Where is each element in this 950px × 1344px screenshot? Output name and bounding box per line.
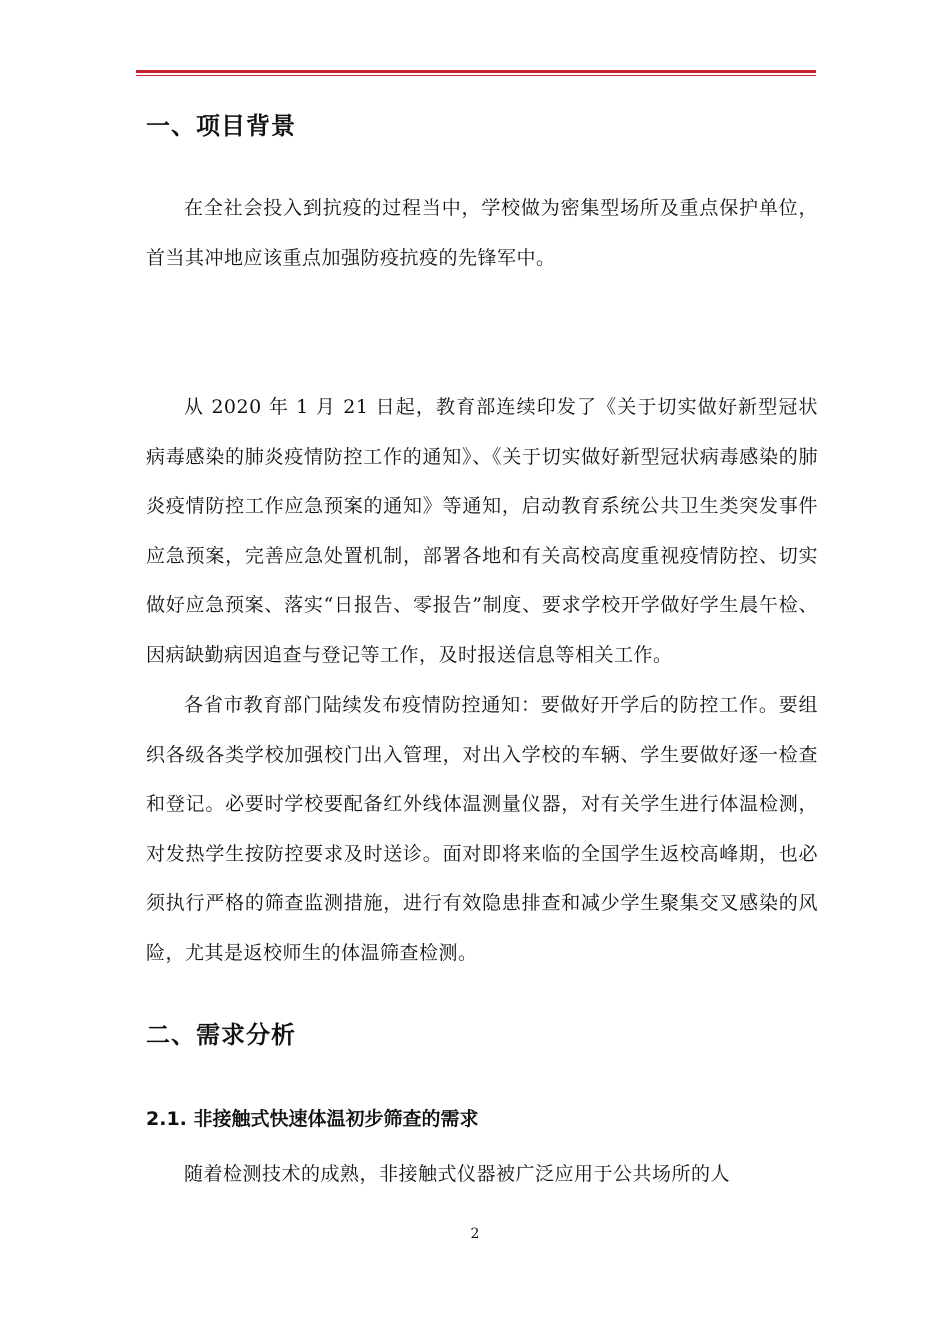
- paragraph-background-3: 各省市教育部门陆续发布疫情防控通知：要做好开学后的防控工作。要组织各级各类学校加强校门出入管理，对出入学校的车辆、学生要做好逐一检查和登记。必要时学校要配备红外线体温测量仪器，对有关学生进行体温检测，对发热学生按防控要求及时送诊。面对即将来临的全国学生返校高峰期，也必须执行严格的筛查监测措施，进行有效隐患排查和减少学生聚集交叉感染的风险，尤其是返校师生的体温筛查检测。: [146, 694, 818, 964]
- page-number: 2: [470, 1226, 480, 1242]
- section-title-requirements: 二、需求分析: [146, 1021, 296, 1049]
- paragraph-background-1: 在全社会投入到抗疫的过程当中，学校做为密集型场所及重点保护单位，首当其冲地应该重点加强防疫抗疫的先锋军中。: [146, 197, 818, 269]
- header-rule: [136, 70, 816, 76]
- subsection-title-2-1: 2.1. 非接触式快速体温初步筛查的需求: [146, 1108, 479, 1130]
- paragraph-background-2: 从 2020 年 1 月 21 日起，教育部连续印发了《关于切实做好新型冠状病毒感染的肺炎疫情防控工作的通知》、《关于切实做好新型冠状病毒感染的肺炎疫情防控工作应急预案的通知》等通知，启动教育系统公共卫生类突发事件应急预案，完善应急处置机制，部署各地和有关高校高度重视疫情防控、切实做好应急预案、落实“日报告、零报告”制度、要求学校开学做好学生晨午检、因病缺勤病因追查与登记等工作，及时报送信息等相关工作。: [146, 396, 818, 666]
- header-rule-thin: [136, 75, 816, 76]
- header-rule-thick: [136, 70, 816, 73]
- section-title-background: 一、项目背景: [146, 112, 296, 140]
- paragraph-requirements-1: 随着检测技术的成熟，非接触式仪器被广泛应用于公共场所的人: [184, 1163, 731, 1185]
